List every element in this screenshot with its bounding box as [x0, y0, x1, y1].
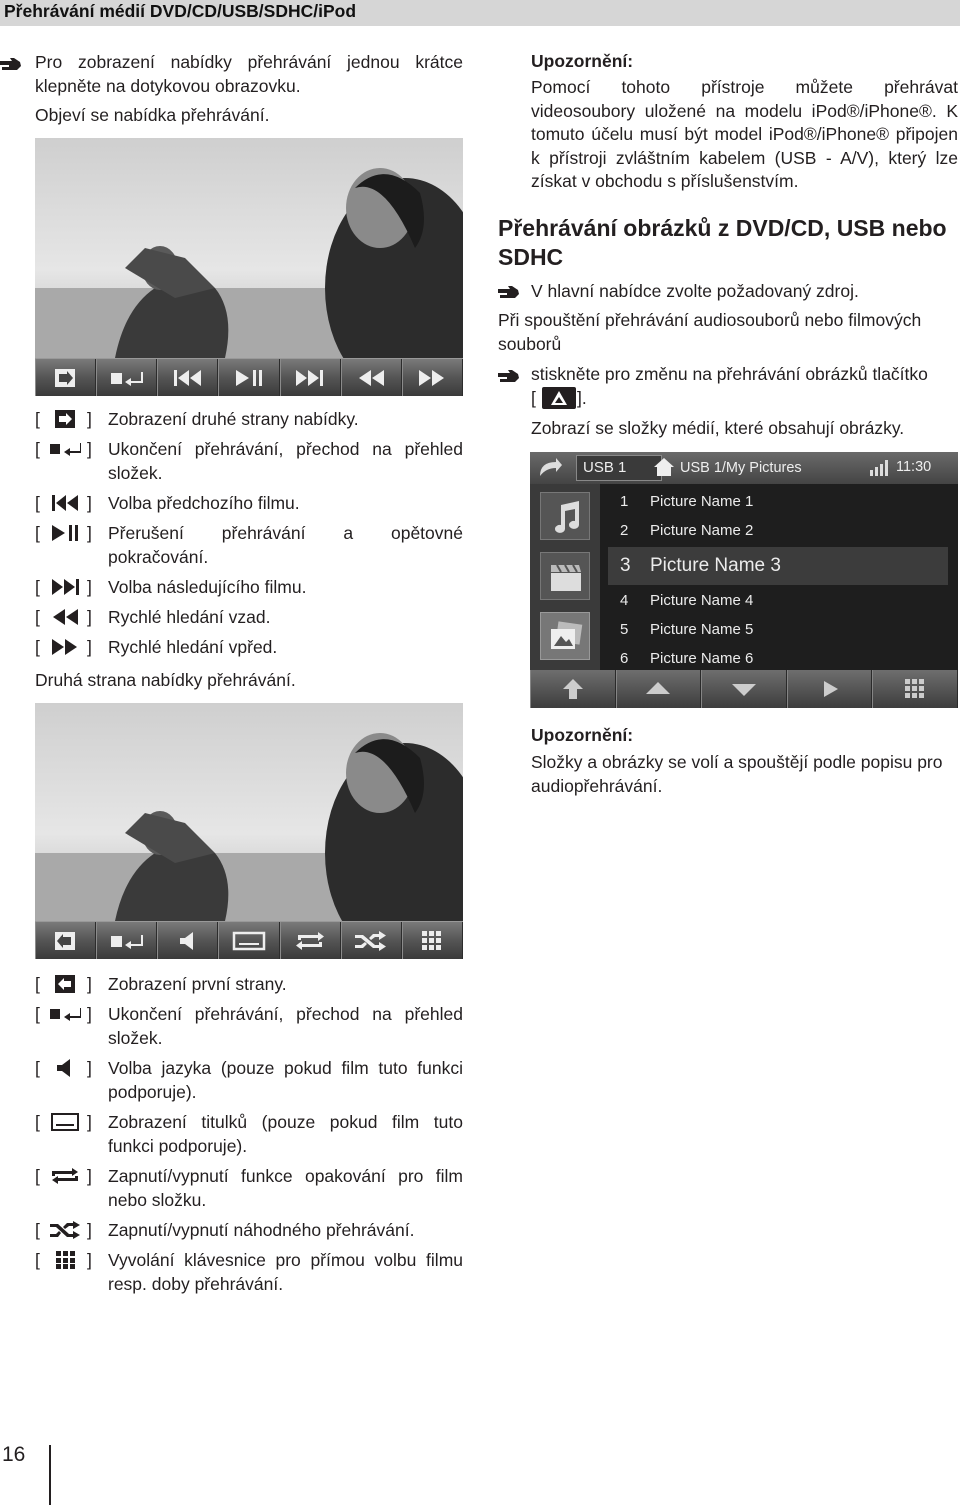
play-icon [810, 678, 850, 700]
playback-toolbar-page1 [35, 358, 463, 396]
music-note-icon [551, 501, 581, 533]
play-pause-button[interactable] [218, 359, 279, 396]
fast-forward-icon [412, 367, 452, 389]
repeat-icon [290, 930, 330, 952]
list-item: [ ] Přerušení přehrávání a opětovné pokračování. [35, 523, 463, 567]
list-item: [ ] Vyvolání klávesnice pro přímou volbu filmu resp. doby přehrávání. [35, 1250, 463, 1294]
step2-text: stiskněte pro změnu na přehrávání obrázků tlačítko [531, 364, 928, 384]
clapperboard-icon [549, 563, 583, 591]
speaker-icon [49, 1059, 81, 1077]
list-item: [ ] Ukončení přehrávání, přechod na přehled složek. [35, 1004, 463, 1048]
para1-text: Při spouštění přehrávání audiosouborů nebo filmových souborů [498, 310, 922, 354]
next-track-icon [290, 367, 330, 389]
shuffle-icon [351, 930, 391, 952]
previous-track-icon [168, 367, 208, 389]
fast-forward-button[interactable] [402, 359, 463, 396]
step2-bracket-open: [ [531, 388, 536, 408]
keypad-button[interactable] [402, 922, 463, 959]
home-icon[interactable] [654, 458, 674, 476]
repeat-icon [49, 1167, 81, 1185]
page-number-divider [49, 1445, 51, 1505]
scroll-down-button[interactable] [701, 670, 787, 708]
section-title: Přehrávání obrázků z DVD/CD, USB nebo SDHC [498, 215, 947, 270]
subtitle-button[interactable] [218, 922, 279, 959]
list-item[interactable]: 6 Picture Name 6 [620, 650, 754, 667]
play-pause-icon [229, 367, 269, 389]
folder-up-button[interactable] [530, 670, 616, 708]
list-item: [ ] Rychlé hledání vzad. [35, 607, 271, 627]
stop-return-button[interactable] [96, 359, 157, 396]
previous-track-button[interactable] [157, 359, 218, 396]
device-bottom-toolbar [530, 670, 958, 708]
list-item-selected[interactable]: 3 Picture Name 3 [608, 547, 948, 585]
list-item: [ ] Rychlé hledání vpřed. [35, 637, 278, 657]
subtitle-icon [49, 1113, 81, 1131]
signal-bars-icon [870, 460, 888, 476]
list-item[interactable]: 1 Picture Name 1 [620, 493, 754, 510]
rewind-icon [49, 608, 81, 626]
stop-return-icon [107, 930, 147, 952]
list-item: [ ] Ukončení přehrávání, přechod na přehled složek. [35, 439, 463, 483]
note2-title: Upozornění: [531, 725, 634, 745]
next-page-icon [46, 367, 86, 389]
list-item: [ ] Zobrazení titulků (pouze pokud film tuto funkci podporuje). [35, 1112, 463, 1156]
video-screenshot-page2 [35, 703, 463, 959]
step1-text: V hlavní nabídce zvolte požadovaný zdroj. [531, 281, 859, 301]
stop-return-icon [107, 367, 147, 389]
previous-page-button[interactable] [35, 922, 96, 959]
pointing-hand-icon [0, 57, 22, 71]
intro-result-text: Objeví se nabídka přehrávání. [35, 105, 270, 125]
intro-text: Pro zobrazení nabídky přehrávání jednou krátce klepněte na dotykovou obrazovku. [35, 52, 463, 96]
play-pause-icon [49, 524, 81, 542]
keypad-icon [49, 1251, 81, 1269]
keypad-button[interactable] [872, 670, 958, 708]
list-item: [ ] Zobrazení první strany. [35, 974, 287, 994]
next-page-button[interactable] [35, 359, 96, 396]
video-screenshot-page1 [35, 138, 463, 396]
keypad-icon [412, 930, 452, 952]
shuffle-icon [49, 1221, 81, 1239]
pictures-icon [549, 621, 583, 653]
device-top-bar [530, 452, 958, 484]
page-header [0, 0, 960, 26]
stop-return-icon [49, 1005, 81, 1023]
previous-page-icon [49, 975, 81, 993]
beach-scene-image [35, 138, 463, 358]
second-page-caption: Druhá strana nabídky přehrávání. [35, 670, 296, 690]
list-item: [ ] Volba následujícího filmu. [35, 577, 307, 597]
path-label: USB 1/My Pictures [680, 460, 802, 476]
pointing-hand-icon [498, 285, 520, 299]
stop-return-button[interactable] [96, 922, 157, 959]
speaker-icon [168, 930, 208, 952]
list-item: [ ] Zobrazení druhé strany nabídky. [35, 409, 359, 429]
device-sidebar [530, 484, 600, 670]
list-item[interactable]: 5 Picture Name 5 [620, 621, 754, 638]
device-picture-browser [530, 452, 958, 708]
source-label: USB 1 [583, 459, 627, 476]
next-track-button[interactable] [280, 359, 341, 396]
repeat-button[interactable] [280, 922, 341, 959]
video-mode-button[interactable] [540, 552, 590, 600]
page-number: 16 [2, 1443, 26, 1466]
step2-bracket-close: ]. [577, 388, 587, 408]
scroll-up-button[interactable] [616, 670, 702, 708]
pointing-hand-icon [498, 369, 520, 383]
play-button[interactable] [787, 670, 873, 708]
rewind-icon [351, 367, 391, 389]
note1-text: Pomocí tohoto přístroje můžete přehrávat videosoubory uložené na modelu iPod®/iPhone®. K tomuto účelu musí být model iPod®/iPhone® připojen k přístroji zvláštním kabelem (USB - A/V), který lze získat v obchodu s příslušenstvím. [531, 77, 958, 191]
subtitle-icon [229, 930, 269, 952]
back-icon[interactable] [536, 456, 562, 480]
rewind-button[interactable] [341, 359, 402, 396]
music-mode-button[interactable] [540, 492, 590, 540]
note1-title: Upozornění: [531, 51, 634, 71]
list-item: [ ] Volba předchozího filmu. [35, 493, 300, 513]
list-item: [ ] Volba jazyka (pouze pokud film tuto funkci podporuje). [35, 1058, 463, 1102]
next-track-icon [49, 578, 81, 596]
playback-toolbar-page2 [35, 921, 463, 959]
picture-mode-icon [542, 387, 576, 409]
shuffle-button[interactable] [341, 922, 402, 959]
next-page-icon [49, 410, 81, 428]
chevron-down-icon [724, 678, 764, 700]
clock-label: 11:30 [896, 459, 932, 475]
page-header-title: Přehrávání médií DVD/CD/USB/SDHC/iPod [4, 1, 357, 21]
fast-forward-icon [49, 638, 81, 656]
picture-mode-button[interactable] [540, 612, 590, 660]
language-button[interactable] [157, 922, 218, 959]
list-item[interactable]: 2 Picture Name 2 [620, 522, 754, 539]
list-item: [ ] Zapnutí/vypnutí náhodného přehrávání. [35, 1220, 415, 1240]
para2-text: Zobrazí se složky médií, které obsahují obrázky. [531, 418, 905, 438]
source-tab[interactable] [576, 455, 662, 481]
previous-track-icon [49, 494, 81, 512]
folder-up-icon [553, 678, 593, 700]
note2-text: Složky a obrázky se volí a spouštějí podle popisu pro audiopřehrávání. [531, 752, 943, 796]
list-item[interactable]: 4 Picture Name 4 [620, 592, 754, 609]
chevron-up-icon [638, 678, 678, 700]
stop-return-icon [49, 440, 81, 458]
beach-scene-image [35, 703, 463, 921]
previous-page-icon [46, 930, 86, 952]
keypad-icon [895, 678, 935, 700]
list-item: [ ] Zapnutí/vypnutí funkce opakování pro film nebo složku. [35, 1166, 463, 1210]
picture-list [600, 484, 958, 670]
